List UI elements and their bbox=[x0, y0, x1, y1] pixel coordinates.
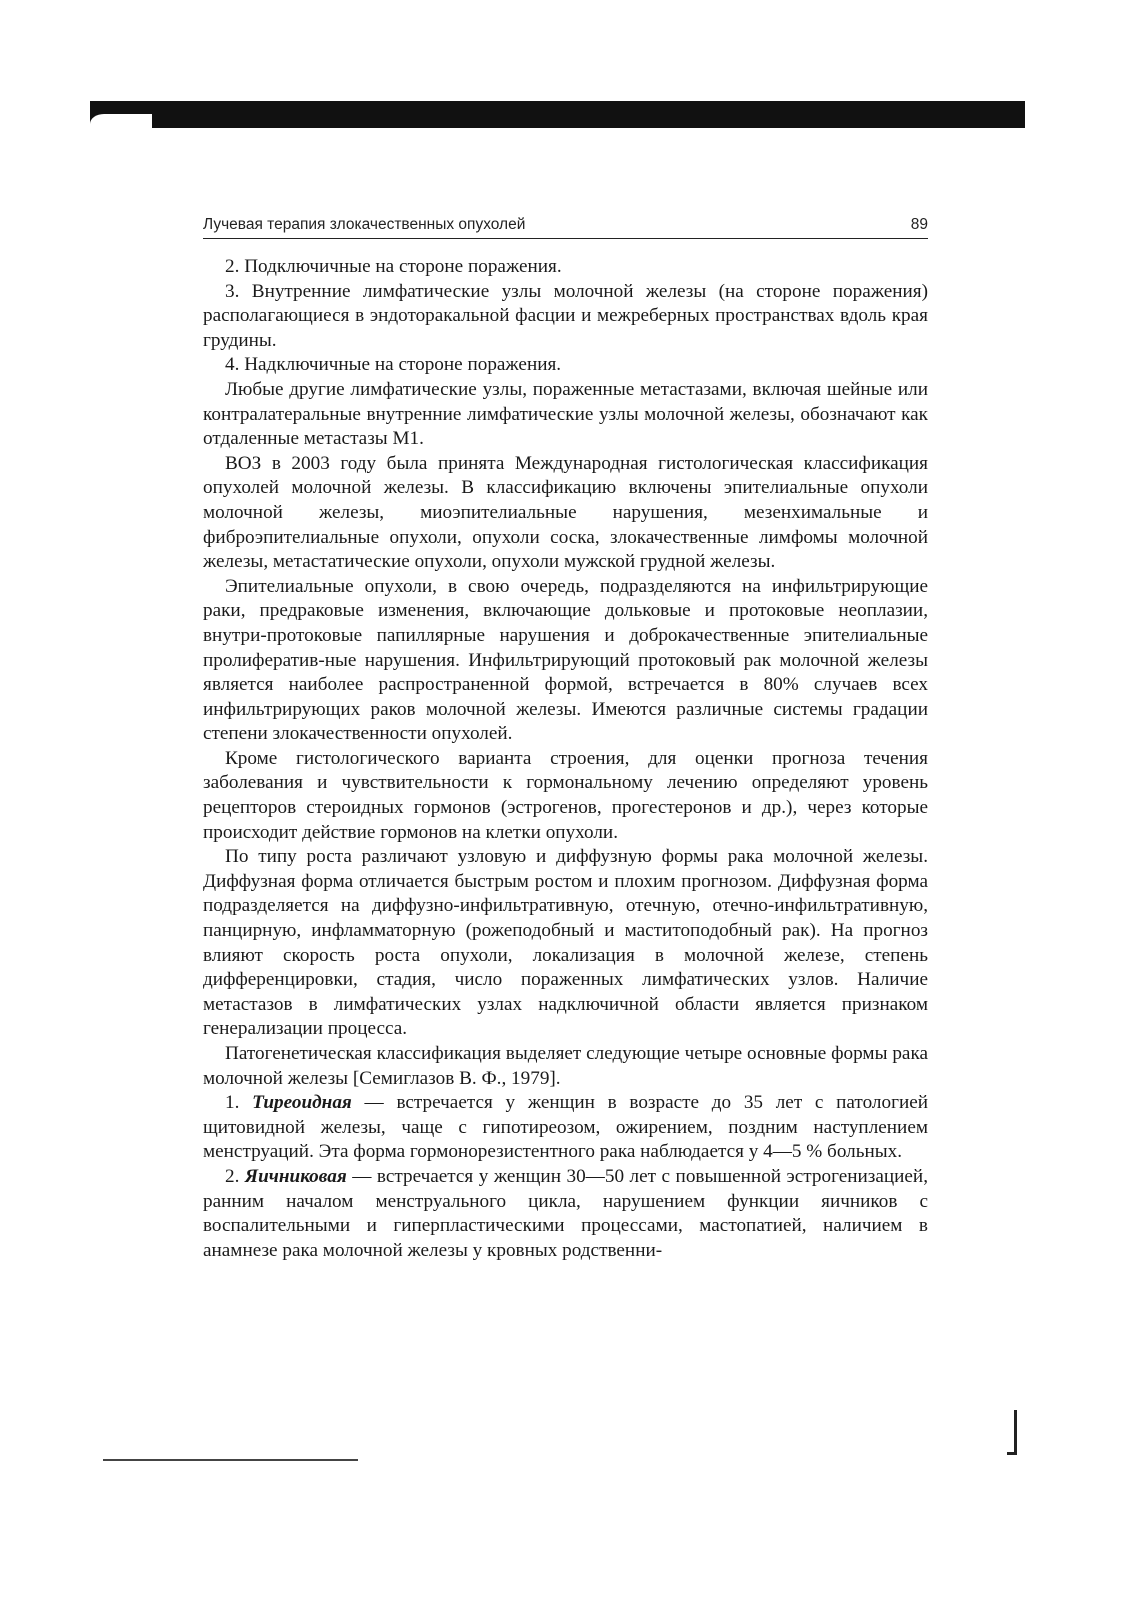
paragraph: 2. Подключичные на стороне поражения. bbox=[225, 256, 562, 277]
paragraph: По типу роста различают узловую и диффузную формы рака молочной железы. Диффузная форма отличается быстрым ростом и плохим прогнозом. Диффузная форма подразделяется на диффузно-инфильтративную, отечную, отечно-инфильтративную, панцирную, инфламматорную (рожеподобный и маститоподобный рак). На прогноз влияют скорость роста опухоли, локализация в молочной железе, степень дифференцировки, стадия, число пораженных лимфатических узлов. Наличие метастазов в лимфатических узлах надключичной области является признаком генерализации процесса. bbox=[203, 846, 928, 1040]
footnote-rule bbox=[103, 1459, 358, 1461]
paragraph: Эпителиальные опухоли, в свою очередь, подразделяются на инфильтрирующие раки, предраковые изменения, включающие дольковые и протоковые неоплазии, внутри-протоковые папиллярные нарушения и доброкачественные эпителиальные пролифератив-ные нарушения. Инфильтрирующий протоковый рак молочной железы является наиболее распространенной формой, встречается в 80% случаев всех инфильтрирующих раков молочной железы. Имеются различные системы градации степени злокачественности опухолей. bbox=[203, 575, 928, 745]
paragraph: ВОЗ в 2003 году была принята Международная гистологическая классификация опухолей молочной железы. В классификацию включены эпителиальные опухоли молочной железы, миоэпителиальные нарушения, мезенхимальные и фиброэпителиальные опухоли, опухоли соска, злокачественные лимфомы молочной железы, метастатические опухоли, опухоли мужской грудной железы. bbox=[203, 452, 928, 573]
scan-edge-mark-foot bbox=[1007, 1452, 1017, 1455]
list-item-number: 2. bbox=[225, 1165, 240, 1187]
paragraph: Кроме гистологического варианта строения, для оценки прогноза течения заболевания и чувствительности к гормональному лечению определяют уровень рецепторов стероидных гормонов (эстрогенов, прогестеронов и др.), через которые происходит действие гормонов на клетки опухоли. bbox=[203, 747, 928, 843]
paragraph: Патогенетическая классификация выделяет следующие четыре основные формы рака молочной железы [Семиглазов В. Ф., 1979]. bbox=[203, 1043, 928, 1089]
running-head-title: Лучевая терапия злокачественных опухолей bbox=[203, 216, 526, 233]
list-item bbox=[203, 1165, 928, 1263]
list-item bbox=[203, 1091, 928, 1165]
header-bar-notch bbox=[90, 114, 152, 128]
list-item-term: Тиреоидная bbox=[252, 1092, 352, 1114]
list-item-number: 1. bbox=[225, 1092, 240, 1114]
body-text bbox=[203, 255, 928, 1263]
list-item-term: Яичниковая bbox=[244, 1165, 347, 1187]
paragraph: 4. Надключичные на стороне поражения. bbox=[225, 354, 562, 376]
paragraph: Любые другие лимфатические узлы, пораженные метастазами, включая шейные или контралатеральные внутренние лимфатические узлы молочной железы, обозначают как отдаленные метастазы M1. bbox=[203, 378, 928, 450]
running-head bbox=[203, 216, 928, 239]
scan-edge-mark bbox=[1014, 1410, 1017, 1454]
list-item-text: — встречается у женщин 30—50 лет с повышенной эстрогенизацией, ранним началом менструального цикла, нарушением функции яичников с воспалительными и гиперпластическими процессами, мастопатией, наличием в анамнезе рака молочной железы у кровных родственни- bbox=[203, 1165, 929, 1261]
list-item-text: — встречается у женщин в возрасте до 35 лет с патологией щитовидной железы, чаще с гипотиреозом, ожирением, поздним наступлением менструаций. Эта форма гормонорезистентного рака наблюдается у 4—5 % больных. bbox=[203, 1092, 928, 1163]
header-bar-decoration bbox=[90, 101, 1025, 128]
page-number: 89 bbox=[910, 216, 928, 233]
paragraph: 3. Внутренние лимфатические узлы молочной железы (на стороне поражения) располагающиеся в эндоторакальной фасции и межреберных пространствах вдоль края грудины. bbox=[203, 280, 928, 351]
